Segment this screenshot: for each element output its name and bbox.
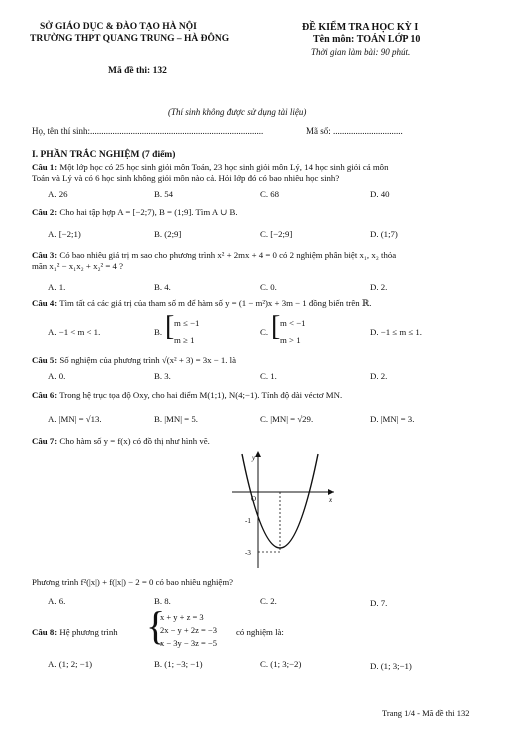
q3-option-d: D. 2.: [370, 282, 388, 292]
section-title: I. PHẦN TRẮC NGHIỆM (7 điểm): [32, 150, 176, 160]
tick-label-minus-3: -3: [245, 549, 251, 557]
subject-name: Tên môn: TOÁN LỚP 10: [313, 34, 421, 45]
q3-option-b: B. 4.: [154, 282, 171, 292]
student-name-field: Họ, tên thí sinh:.............................................................................: [32, 126, 264, 136]
system-equation-3: x − 3y − 3z = −5: [160, 638, 217, 648]
question-8-suffix: có nghiệm là:: [236, 627, 284, 637]
question-5: Câu 5: Số nghiệm của phương trình √(x² + 3) = 3x − 1. là: [32, 355, 237, 365]
q8-option-b: B. (1; −3; −1): [154, 659, 203, 669]
q1-option-d: D. 40: [370, 189, 390, 199]
q2-option-b: B. (2;9]: [154, 229, 182, 239]
q6-option-a: A. |MN| = √13.: [48, 414, 102, 424]
system-equation-1: x + y + z = 3: [160, 612, 204, 622]
origin-label: O: [251, 495, 257, 503]
question-4: Câu 4: Tìm tất cả các giá trị của tham số m để hàm số y = (1 − m²)x + 3m − 1 đồng biến trên ℝ.: [32, 298, 372, 308]
q3-option-c: C. 0.: [260, 282, 277, 292]
q5-option-a: A. 0.: [48, 371, 66, 381]
q6-option-b: B. |MN| = 5.: [154, 414, 198, 424]
q5-option-b: B. 3.: [154, 371, 171, 381]
y-axis-label: y: [252, 454, 256, 462]
question-7-equation: Phương trình f²(|x|) + f(|x|) − 2 = 0 có bao nhiêu nghiệm?: [32, 577, 234, 587]
q6-option-d: D. |MN| = 3.: [370, 414, 415, 424]
question-7: Câu 7: Cho hàm số y = f(x) có đồ thị như hình vẽ.: [32, 436, 210, 446]
q4-option-d: D. −1 ≤ m ≤ 1.: [370, 327, 423, 337]
question-8-label: Câu 8: Hệ phương trình: [32, 627, 118, 637]
no-materials-note: (Thí sinh không được sử dụng tài liệu): [168, 107, 307, 117]
school-name: TRƯỜNG THPT QUANG TRUNG – HÀ ĐÔNG: [30, 34, 230, 44]
q7-option-b: B. 8.: [154, 596, 171, 606]
tick-label-minus-1: -1: [245, 517, 251, 525]
q1-option-b: B. 54: [154, 189, 174, 199]
q2-option-c: C. [−2;9]: [260, 229, 293, 239]
system-equation-2: 2x − y + 2z = −3: [160, 625, 217, 635]
q6-option-c: C. |MN| = √29.: [260, 414, 314, 424]
x-axis-label: x: [329, 496, 333, 504]
q7-option-a: A. 6.: [48, 596, 66, 606]
q3-option-a: A. 1.: [48, 282, 66, 292]
x-axis-arrow: [328, 489, 334, 495]
question-3: Câu 3: Có bao nhiêu giá trị m sao cho phương trình x² + 2mx + 4 = 0 có 2 nghiệm phân biệt x₁, x₂ thỏa mãn x₁² − x₁x₂ + x₂² = 4 ?: [32, 250, 397, 271]
q7-option-c: C. 2.: [260, 596, 277, 606]
exam-title: ĐỀ KIỂM TRA HỌC KỲ I: [302, 22, 419, 33]
system-brace: {: [146, 603, 166, 648]
q1-option-a: A. 26: [48, 189, 68, 199]
student-id-field: Mã số: ...............................: [306, 126, 403, 136]
question-1: Câu 1: Một lớp học có 25 học sinh giỏi môn Toán, 23 học sinh giỏi môn Lý, 14 học sinh giỏi cả môn Toán và Lý và có 6 học sinh không giỏi môn nào cả. Hỏi lớp đó có bao nhiêu học sinh?: [32, 162, 389, 183]
q5-option-c: C. 1.: [260, 371, 277, 381]
q2-option-d: D. (1;7): [370, 229, 398, 239]
time-limit: Thời gian làm bài: 90 phút.: [311, 47, 411, 57]
q4-option-a: A. −1 < m < 1.: [48, 327, 101, 337]
q2-option-a: A. [−2;1): [48, 229, 81, 239]
q5-option-d: D. 2.: [370, 371, 388, 381]
question-2: Câu 2: Cho hai tập hợp A = [−2;7), B = (1;9]. Tìm A ∪ B.: [32, 207, 238, 217]
department-name: SỞ GIÁO DỤC & ĐÀO TẠO HÀ NỘI: [40, 22, 197, 32]
q8-option-c: C. (1; 3;−2): [260, 659, 302, 669]
q8-option-d: D. (1; 3;−1): [370, 661, 412, 671]
q7-option-d: D. 7.: [370, 598, 388, 608]
q1-option-c: C. 68: [260, 189, 280, 199]
question-6: Câu 6: Trong hệ trục tọa độ Oxy, cho hai điểm M(1;1), N(4;−1). Tính độ dài véctơ MN.: [32, 390, 343, 400]
function-graph: [228, 448, 338, 572]
y-axis-arrow: [255, 451, 261, 457]
page-footer: Trang 1/4 - Mã đề thi 132: [382, 708, 470, 718]
exam-code: Mã đề thi: 132: [108, 66, 167, 76]
q8-option-a: A. (1; 2; −1): [48, 659, 93, 669]
